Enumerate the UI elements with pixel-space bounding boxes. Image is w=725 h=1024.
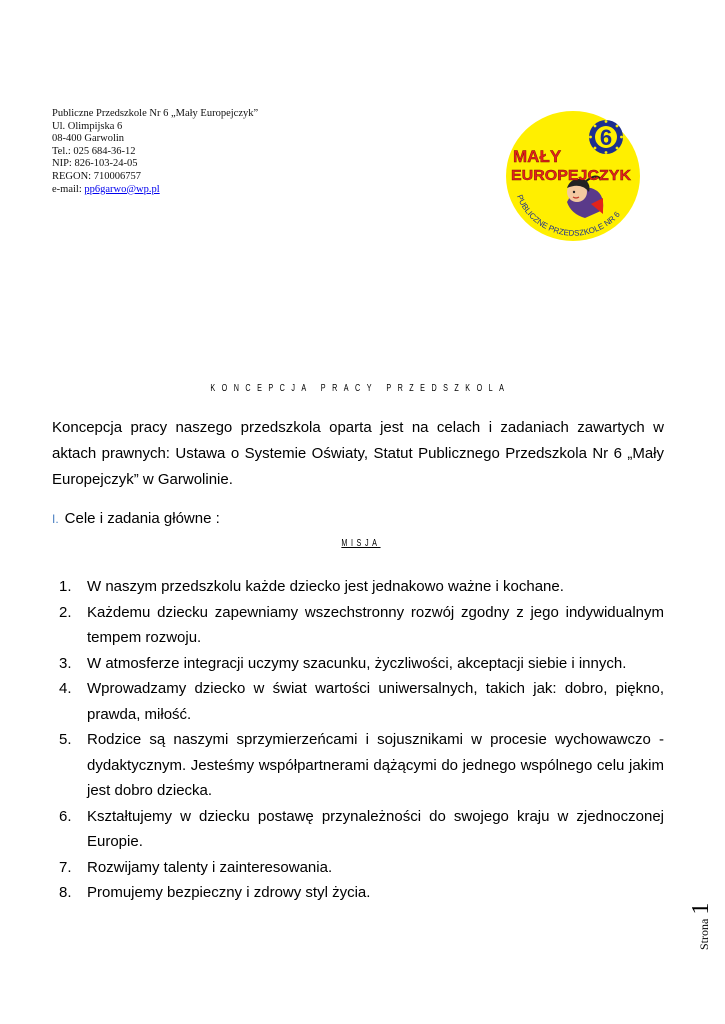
list-item <box>52 804 664 855</box>
logo-title-line1: MAŁY <box>513 147 562 166</box>
header-line: Publiczne Przedszkole Nr 6 „Mały Europejczyk” <box>52 108 259 119</box>
list-number: 7. <box>59 858 72 876</box>
email-label: e-mail: <box>52 183 85 195</box>
list-text: W naszym przedszkolu każde dziecko jest jednakowo ważne i kochane. <box>87 578 564 595</box>
page-footer <box>688 880 718 950</box>
page-label: Strona <box>697 918 711 950</box>
list-number: 5. <box>59 731 72 748</box>
logo-ring-text: PUBLICZNE PRZEDSZKOLE NR 6 <box>515 193 622 238</box>
list-text: Promujemy bezpieczny i zdrowy styl życia. <box>87 884 371 901</box>
logo-number: 6 <box>599 125 613 150</box>
list-number: 6. <box>59 807 72 825</box>
mission-heading: MISJA <box>341 538 381 549</box>
list-number: 1. <box>59 578 72 595</box>
header-line: Ul. Olimpijska 6 <box>52 120 123 132</box>
list-item <box>52 676 664 727</box>
list-item <box>52 651 664 677</box>
logo-title-line2: EUROPEJCZYK <box>511 168 632 184</box>
page-number: 1 <box>688 902 714 915</box>
list-item <box>52 727 664 804</box>
list-number: 2. <box>59 603 72 621</box>
intro-paragraph: Koncepcja pracy naszego przedszkola oparta jest na celach i zadaniach zawartych w aktach prawnych: Ustawa o Systemie Oświaty, Statut Publicznego Przedszkola Nr 6 „Mały Europejczyk” w Garwolinie. <box>52 419 664 488</box>
number-badge <box>589 120 623 154</box>
email-line <box>52 184 258 197</box>
list-number: 4. <box>59 680 72 697</box>
list-text: Rozwijamy talenty i zainteresowania. <box>87 858 333 876</box>
header-line: NIP: 826-103-24-05 <box>52 158 138 170</box>
header-line: REGON: 710006757 <box>52 170 141 182</box>
section-label: Cele i zadania główne : <box>64 510 220 527</box>
mission-list <box>52 574 664 906</box>
list-item <box>52 574 664 600</box>
list-text: Wprowadzamy dziecko w świat wartości uniwersalnych, takich jak: dobro, piękno, prawda, miłość. <box>87 680 664 723</box>
list-text: Każdemu dziecku zapewniamy wszechstronny rozwój zgodny z jego indywidualnym tempem rozwoju. <box>87 603 664 646</box>
section-heading <box>52 510 220 527</box>
list-text: W atmosferze integracji uczymy szacunku, życzliwości, akceptacji siebie i innych. <box>87 654 627 672</box>
list-item <box>52 880 664 906</box>
list-number: 3. <box>59 654 72 672</box>
email-link[interactable]: pp6garwo@wp.pl <box>84 183 160 195</box>
header-line: Tel.: 025 684-36-12 <box>52 145 136 157</box>
school-logo <box>505 110 641 242</box>
list-item <box>52 600 664 651</box>
header-line: 08-400 Garwolin <box>52 133 125 145</box>
list-text: Rodzice są naszymi sprzymierzeńcami i sojusznikami w procesie wychowawczo - dydaktycznym. Jesteśmy współpartnerami dążącymi do jednego wspólnego celu jakim jest dobro dziecka. <box>87 731 664 799</box>
document-title: KONCEPCJA PRACY PRZEDSZKOLA <box>210 383 511 394</box>
list-item <box>52 855 664 881</box>
section-numeral: I. <box>52 512 59 526</box>
institution-header <box>52 108 258 196</box>
list-text: Kształtujemy w dziecku postawę przynależności do swojego kraju w zjednoczonej Europie. <box>87 807 664 850</box>
list-number: 8. <box>59 884 72 901</box>
